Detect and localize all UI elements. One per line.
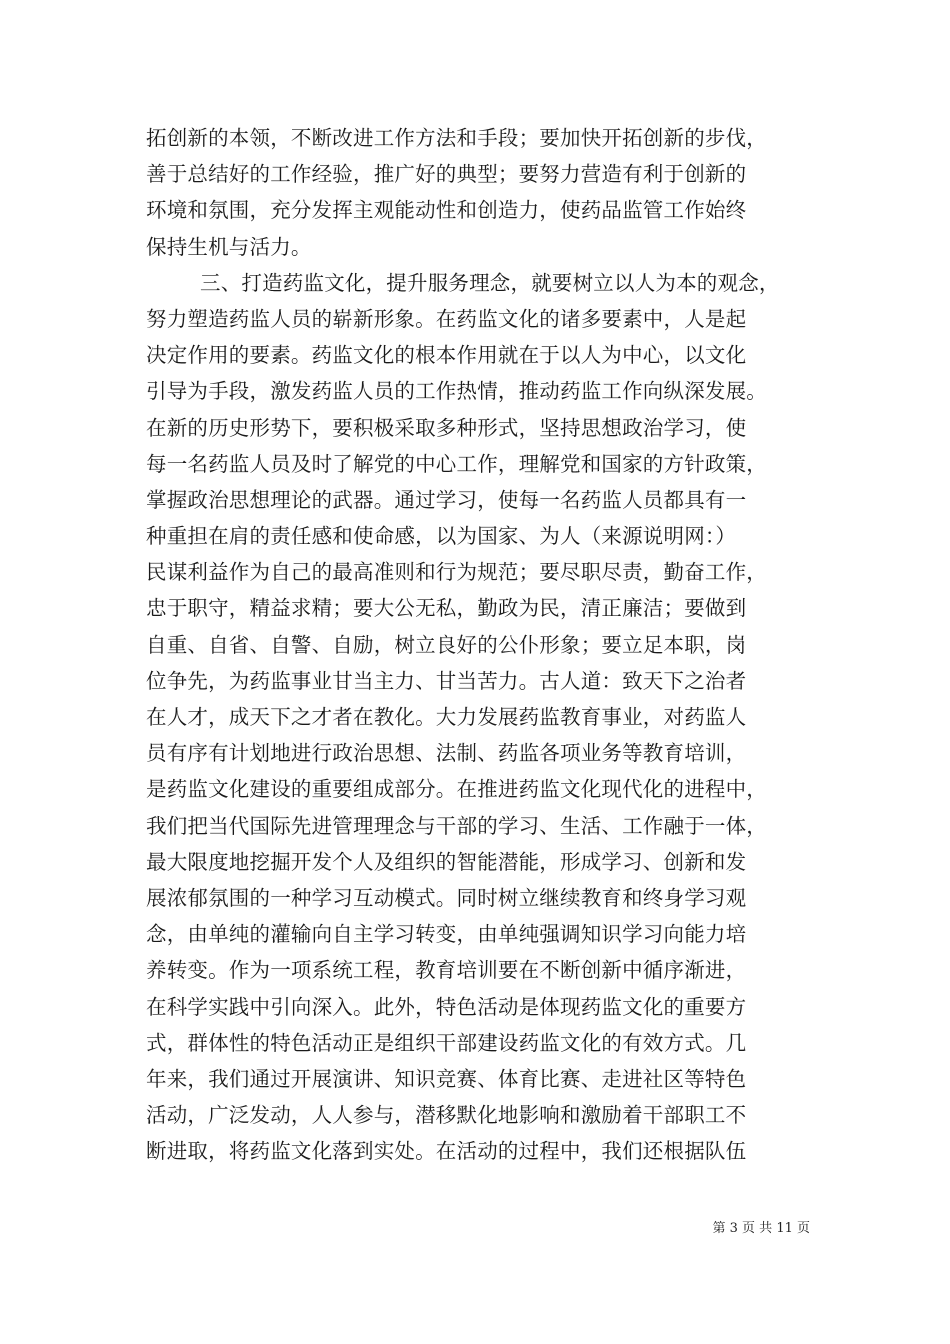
- text-line: 展浓郁氛围的一种学习互动模式。同时树立继续教育和终身学习观: [146, 885, 747, 910]
- text-line: 保持生机与活力。: [146, 234, 312, 259]
- text-line: 引导为手段，激发药监人员的工作热情，推动药监工作向纵深发展。: [146, 379, 767, 404]
- text-line: 断进取，将药监文化落到实处。在活动的过程中，我们还根据队伍: [146, 1139, 747, 1164]
- paragraph-start-line: 三、打造药监文化，提升服务理念，就要树立以人为本的观念，: [200, 270, 780, 295]
- text-line: 在人才，成天下之才者在教化。大力发展药监教育事业，对药监人: [146, 705, 747, 729]
- text-line: 努力塑造药监人员的崭新形象。在药监文化的诸多要素中，人是起: [146, 306, 747, 331]
- text-line: 活动，广泛发动，人人参与，潜移默化地影响和激励着干部职工不: [146, 1103, 747, 1128]
- text-line: 是药监文化建设的重要组成部分。在推进药监文化现代化的进程中，: [146, 777, 767, 802]
- text-line: 在新的历史形势下，要积极采取多种形式，坚持思想政治学习，使: [146, 415, 747, 440]
- text-line: 员有序有计划地进行政治思想、法制、药监各项业务等教育培训，: [146, 741, 747, 766]
- text-line: 种重担在肩的责任感和使命感，以为国家、为人（来源说明网：）: [146, 524, 737, 549]
- text-line: 自重、自省、自警、自励，树立良好的公仆形象；要立足本职，岗: [146, 632, 747, 657]
- text-line: 善于总结好的工作经验，推广好的典型；要努力营造有利于创新的: [146, 162, 747, 187]
- text-line: 掌握政治思想理论的武器。通过学习，使每一名药监人员都具有一: [146, 487, 747, 512]
- text-line: 年来，我们通过开展演讲、知识竞赛、体育比赛、走进社区等特色: [146, 1066, 747, 1091]
- body-text: [146, 120, 826, 1169]
- text-line: 最大限度地挖掘开发个人及组织的智能潜能，形成学习、创新和发: [146, 849, 747, 874]
- text-line: 决定作用的要素。药监文化的根本作用就在于以人为中心，以文化: [146, 343, 747, 368]
- text-line: 忠于职守，精益求精；要大公无私，勤政为民，清正廉洁；要做到: [146, 596, 747, 621]
- text-line: 每一名药监人员及时了解党的中心工作，理解党和国家的方针政策，: [146, 451, 767, 476]
- text-line: 环境和氛围，充分发挥主观能动性和创造力，使药品监管工作始终: [146, 198, 747, 223]
- page-number: 第 3 页 共 11 页: [712, 1221, 810, 1236]
- text-line: 我们把当代国际先进管理理念与干部的学习、生活、工作融于一体，: [146, 813, 767, 838]
- text-line: 养转变。作为一项系统工程，教育培训要在不断创新中循序渐进，: [146, 958, 747, 983]
- text-line: 在科学实践中引向深入。此外，特色活动是体现药监文化的重要方: [146, 994, 747, 1019]
- text-line: 拓创新的本领，不断改进工作方法和手段；要加快开拓创新的步伐，: [146, 126, 767, 150]
- text-line: 位争先，为药监事业甘当主力、甘当苦力。古人道：致天下之治者: [146, 668, 747, 693]
- text-line: 念，由单纯的灌输向自主学习转变，由单纯强调知识学习向能力培: [146, 922, 747, 947]
- text-line: 民谋利益作为自己的最高准则和行为规范；要尽职尽责，勤奋工作，: [146, 560, 767, 585]
- text-line: 式，群体性的特色活动正是组织干部建设药监文化的有效方式。几: [146, 1030, 747, 1055]
